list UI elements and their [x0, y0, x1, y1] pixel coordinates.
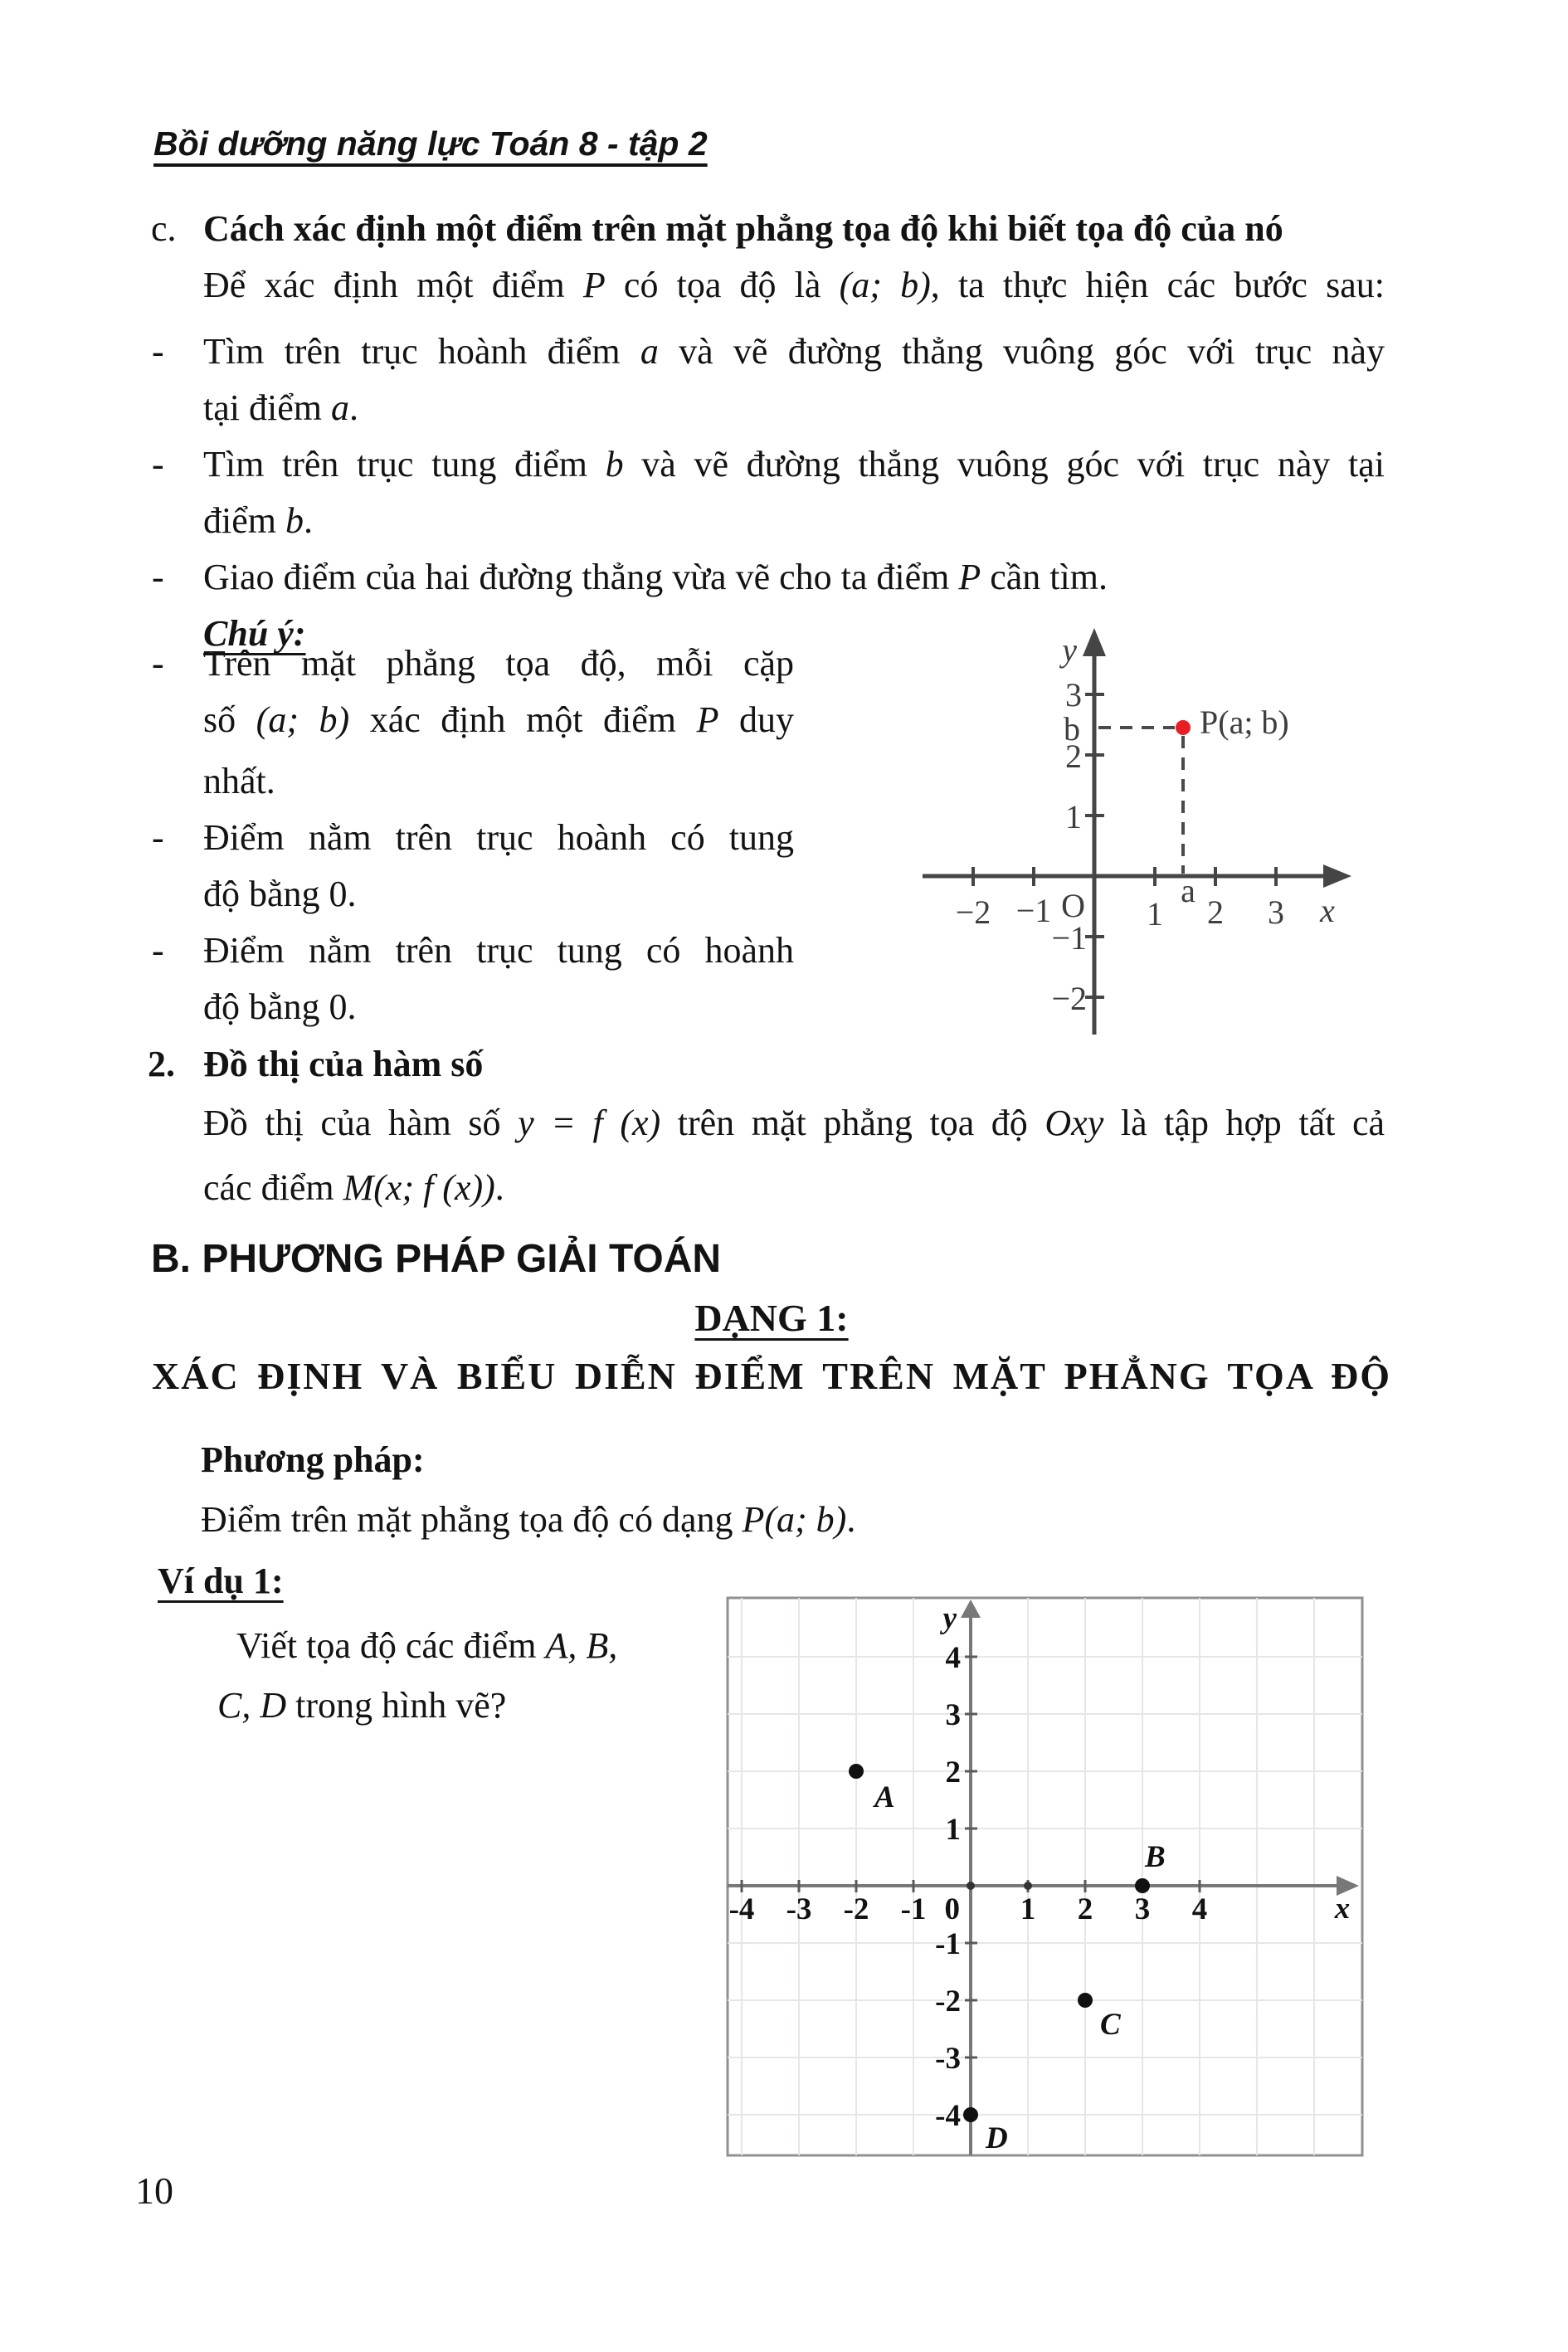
- note2-line1: Điểm nằm trên trục hoành có tung: [203, 817, 794, 858]
- fig2-y-axis-label: y: [942, 1601, 957, 1635]
- example1-line1: Viết tọa độ các điểm A, B,: [236, 1625, 618, 1666]
- point-C-dot: [1078, 1993, 1093, 2008]
- fig1-x-tick-m2: −2: [955, 894, 991, 931]
- fig2-x-tick-2: 2: [1077, 1892, 1093, 1926]
- fig1-b-label: b: [1064, 710, 1080, 747]
- fig2-x-tick-1: 1: [1020, 1892, 1036, 1926]
- running-head: Bồi dưỡng năng lực Toán 8 - tập 2: [153, 124, 708, 163]
- method-line: Điểm trên mặt phẳng tọa độ có dạng P(a; b).: [201, 1499, 856, 1540]
- fig1-y-arrow: [1083, 628, 1106, 656]
- fig2-x-tick-m4: -4: [728, 1892, 755, 1926]
- fig2-origin-dot: [967, 1882, 975, 1890]
- item-c-title: Cách xác định một điểm trên mặt phẳng tọa độ khi biết tọa độ của nó: [203, 208, 1283, 249]
- bullet3-line: Giao điểm của hai đường thẳng vừa vẽ cho ta điểm P cần tìm.: [203, 557, 1108, 597]
- point-P-label: P(a; b): [1200, 704, 1289, 741]
- note2-line2: độ bằng 0.: [203, 874, 357, 914]
- point-C-label: C: [1100, 2008, 1121, 2042]
- fig2-x-tick-m3: -3: [786, 1892, 812, 1926]
- note3-line2: độ bằng 0.: [203, 986, 357, 1027]
- bullet2-line2: điểm b.: [203, 500, 313, 541]
- fig2-border-box: [728, 1598, 1362, 2155]
- dang1-title: XÁC ĐỊNH VÀ BIỂU DIỄN ĐIỂM TRÊN MẶT PHẲNG TỌA ĐỘ: [152, 1355, 1391, 1397]
- fig1-y-tick-1: 1: [1065, 798, 1082, 835]
- fig2-x-tick-4: 4: [1191, 1892, 1208, 1926]
- example1-line2: C, D trong hình vẽ?: [217, 1685, 507, 1726]
- point-B-label: B: [1145, 1840, 1166, 1874]
- fig2-x-axis-label: x: [1334, 1892, 1351, 1926]
- section2-title: Đồ thị của hàm số: [203, 1044, 484, 1084]
- fig1-a-label: a: [1181, 872, 1195, 909]
- figure-abcd-coordinate-grid: [712, 1593, 1367, 2165]
- bullet-dash: -: [152, 643, 164, 684]
- dang1-heading: DẠNG 1:: [694, 1297, 849, 1339]
- bullet-dash: -: [152, 817, 164, 858]
- point-P-dot: [1176, 720, 1191, 735]
- fig1-origin-label: O: [1061, 887, 1085, 924]
- fig1-x-tick-m1: −1: [1015, 892, 1052, 929]
- note1-line2: số (a; b) xác định một điểm P duy: [203, 699, 795, 740]
- fig2-x-tick-m1: -1: [900, 1892, 927, 1926]
- fig1-x-arrow: [1323, 864, 1351, 888]
- fig2-y-tick-m3: -3: [935, 2042, 961, 2076]
- bullet2-line1: Tìm trên trục tung điểm b và vẽ đường thẳng vuông góc với trục này tại: [203, 444, 1385, 485]
- point-A-dot: [849, 1764, 864, 1779]
- fig2-y-tick-1: 1: [945, 1813, 961, 1847]
- fig2-y-tick-m4: -4: [935, 2099, 961, 2133]
- intro-line: Để xác định một điểm P có tọa độ là (a; b), ta thực hiện các bước sau:: [203, 265, 1385, 305]
- note1-line3: nhất.: [203, 761, 275, 801]
- fig1-x-tick-1: 1: [1147, 895, 1163, 933]
- point-A-label: A: [874, 1780, 895, 1814]
- note3-line1: Điểm nằm trên trục tung có hoành: [203, 930, 794, 971]
- fig1-y-tick-m2: −2: [1051, 980, 1087, 1017]
- method-heading: Phương pháp:: [201, 1439, 425, 1480]
- bullet-dash: -: [152, 331, 164, 372]
- fig2-y-tick-3: 3: [945, 1698, 961, 1732]
- fig2-y-tick-m2: -2: [935, 1984, 961, 2018]
- bullet-dash: -: [152, 930, 164, 971]
- section2-label: 2.: [148, 1044, 175, 1084]
- fig2-x-tick-m2: -2: [843, 1892, 869, 1926]
- example1-heading: Ví dụ 1:: [158, 1561, 284, 1601]
- fig2-y-tick-2: 2: [945, 1755, 961, 1790]
- fig1-y-tick-3: 3: [1065, 676, 1082, 713]
- fig2-zero-label: 0: [944, 1892, 960, 1926]
- section-b-title: B. PHƯƠNG PHÁP GIẢI TOÁN: [151, 1237, 722, 1281]
- point-D-dot: [963, 2107, 978, 2122]
- section2-line2: các điểm M(x; f (x)).: [203, 1167, 504, 1208]
- fig1-x-tick-3: 3: [1268, 894, 1284, 931]
- fig2-y-tick-m1: -1: [935, 1927, 961, 1961]
- bullet-dash: -: [152, 557, 164, 597]
- fig1-y-axis-label: y: [1062, 631, 1077, 669]
- note-heading: Chú ý:: [203, 613, 306, 654]
- point-B-dot: [1135, 1878, 1150, 1893]
- fig1-dashed-projections: [1098, 728, 1183, 874]
- section2-line1: Đồ thị của hàm số y = f (x) trên mặt phẳng tọa độ Oxy là tập hợp tất cả: [203, 1103, 1385, 1143]
- fig2-y-tick-4: 4: [945, 1641, 961, 1675]
- page-number: 10: [135, 2169, 173, 2212]
- bullet-dash: -: [152, 444, 164, 485]
- fig1-x-axis-label: x: [1320, 892, 1335, 929]
- fig1-x-tick-2: 2: [1207, 894, 1224, 931]
- item-c-label: c.: [151, 208, 177, 249]
- bullet1-line1: Tìm trên trục hoành điểm a và vẽ đường thẳng vuông góc với trục này: [203, 331, 1385, 372]
- fig1-y-tick-2: 2: [1065, 738, 1082, 775]
- fig1-y-tick-m1: −1: [1051, 919, 1087, 957]
- note1-line1: Trên mặt phẳng tọa độ, mỗi cặp: [203, 643, 794, 684]
- fig2-x-tick-3: 3: [1134, 1892, 1151, 1926]
- figure-pab-coordinate-plane: [896, 593, 1410, 1058]
- bullet1-line2: tại điểm a.: [203, 387, 358, 428]
- point-D-label: D: [986, 2121, 1008, 2155]
- fig2-unit-dot: [1024, 1882, 1032, 1890]
